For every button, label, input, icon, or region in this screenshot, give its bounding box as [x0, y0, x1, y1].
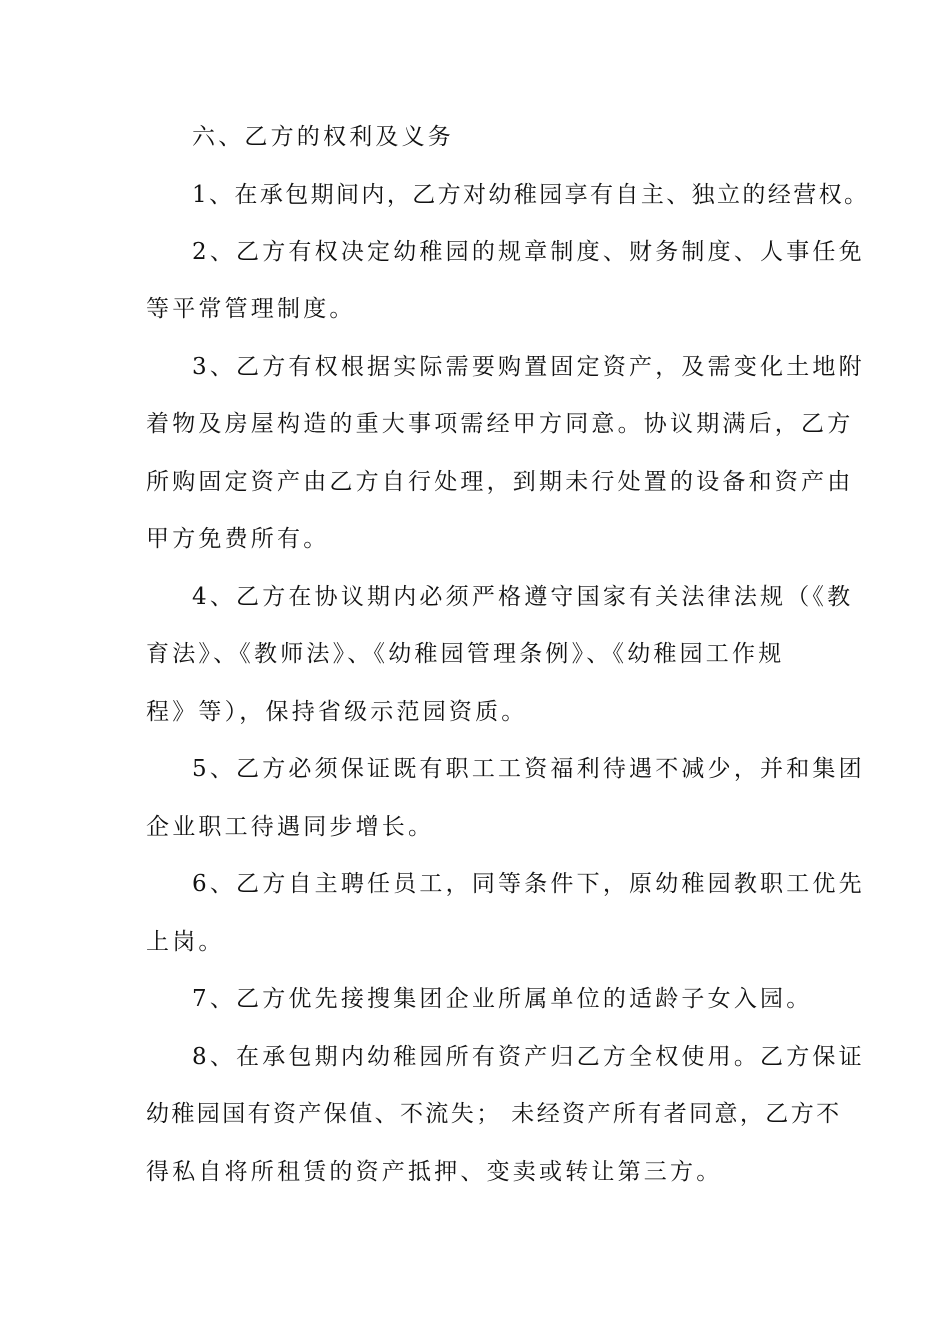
paragraph-1-line-1: 1、在承包期间内，乙方对幼稚园享有自主、独立的经营权。: [192, 182, 870, 208]
section-heading: 六、乙方的权利及义务: [192, 124, 454, 150]
paragraph-3-line-3: 所购固定资产由乙方自行处理，到期未行处置的设备和资产由: [146, 469, 854, 495]
paragraph-8-line-1: 8、在承包期内幼稚园所有资产归乙方全权使用。乙方保证: [192, 1044, 865, 1070]
paragraph-6-line-1: 6、乙方自主聘任员工，同等条件下，原幼稚园教职工优先: [192, 871, 865, 897]
paragraph-8-line-3: 得私自将所租赁的资产抵押、变卖或转让第三方。: [146, 1159, 723, 1185]
paragraph-4-line-1: 4、乙方在协议期内必须严格遵守国家有关法律法规（《教: [192, 584, 854, 610]
paragraph-3-line-4: 甲方免费所有。: [146, 526, 330, 552]
paragraph-2-line-1: 2、乙方有权决定幼稚园的规章制度、财务制度、人事任免: [192, 239, 865, 265]
paragraph-7-line-1: 7、乙方优先接搜集团企业所属单位的适龄子女入园。: [192, 986, 813, 1012]
paragraph-5-line-2: 企业职工待遇同步增长。: [146, 814, 435, 840]
paragraph-8-line-2: 幼稚园国有资产保值、不流失； 未经资产所有者同意，乙方不: [146, 1101, 842, 1127]
paragraph-4-line-3: 程》等），保持省级示范园资质。: [146, 699, 528, 725]
paragraph-3-line-1: 3、乙方有权根据实际需要购置固定资产，及需变化土地附: [192, 354, 865, 380]
paragraph-6-line-2: 上岗。: [146, 929, 225, 955]
paragraph-2-line-2: 等平常管理制度。: [146, 296, 356, 322]
paragraph-4-line-2: 育法》、《教师法》、《幼稚园管理条例》、《幼稚园工作规: [146, 641, 785, 667]
paragraph-5-line-1: 5、乙方必须保证既有职工工资福利待遇不减少，并和集团: [192, 756, 865, 782]
paragraph-3-line-2: 着物及房屋构造的重大事项需经甲方同意。协议期满后，乙方: [146, 411, 854, 437]
